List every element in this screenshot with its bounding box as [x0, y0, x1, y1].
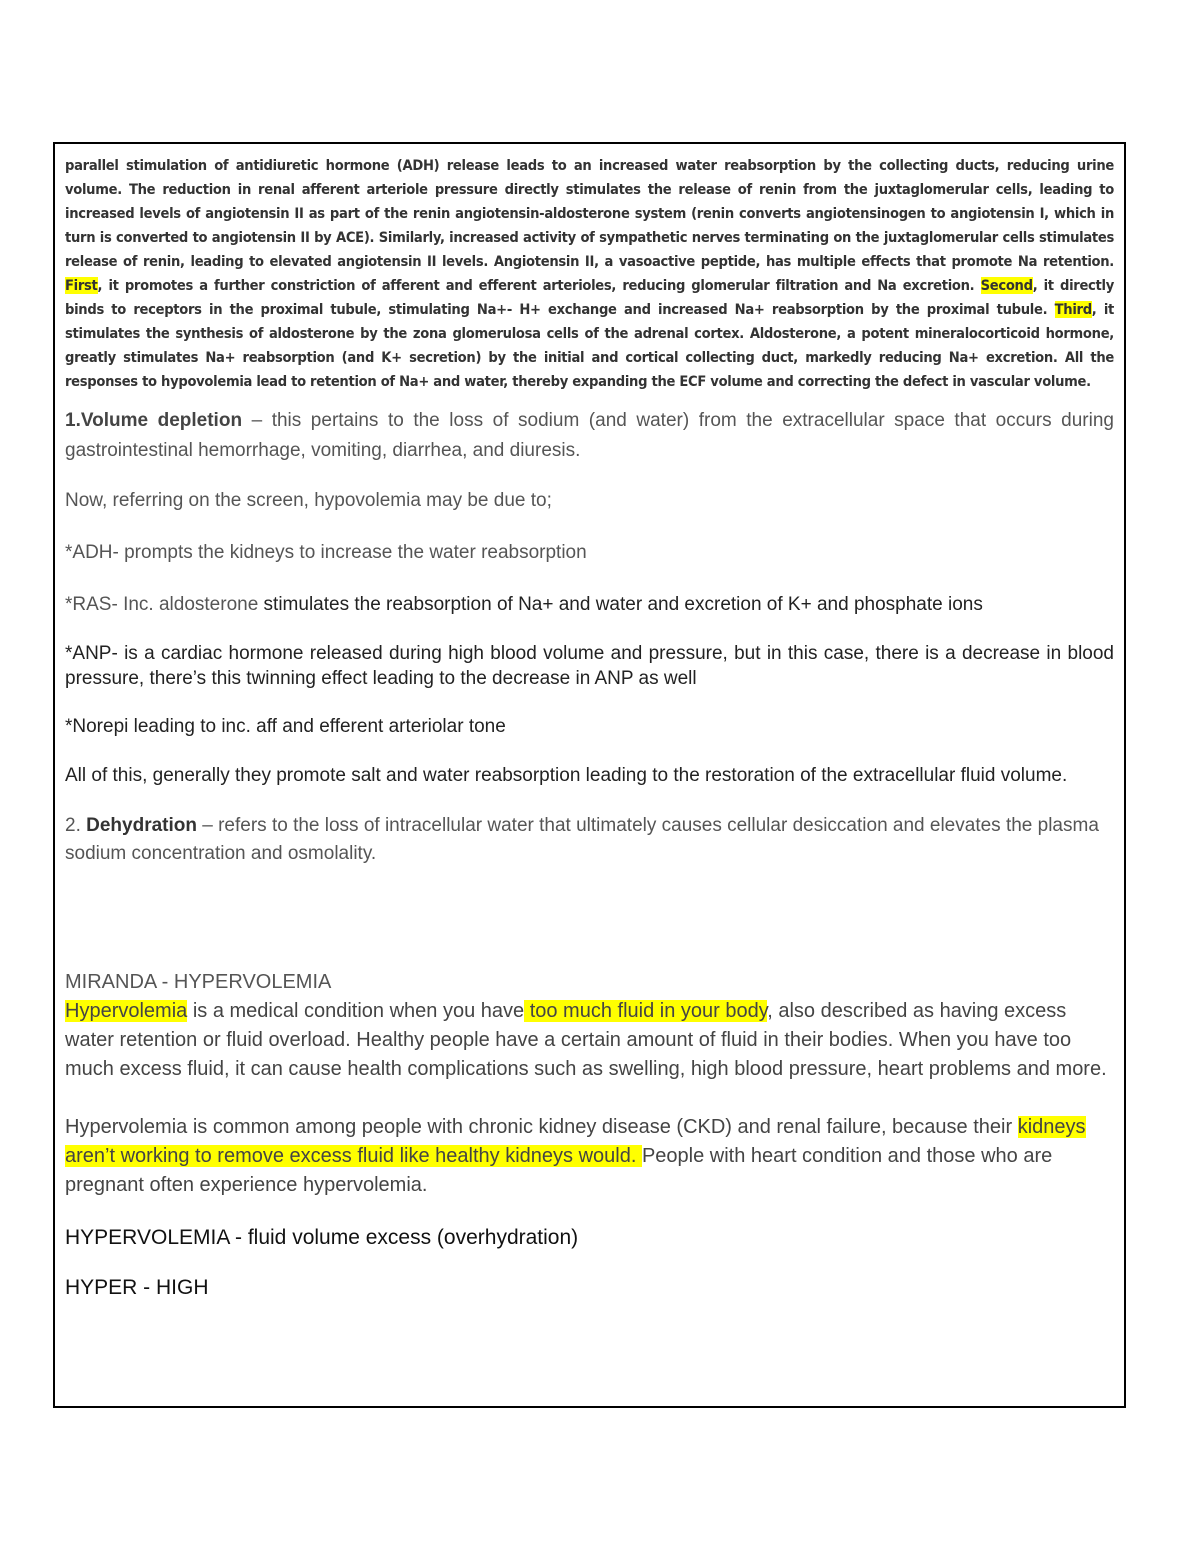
- volume-depletion-title: 1.Volume depletion: [65, 410, 243, 431]
- hypervolemia-text: is a medical condition when you have: [187, 1000, 525, 1022]
- ras-label: *RAS- Inc. aldosterone: [65, 594, 259, 615]
- highlight-too-much-fluid: too much fluid in your body: [524, 1000, 768, 1022]
- norepi-line: *Norepi leading to inc. aff and efferent arteriolar tone: [65, 716, 506, 737]
- paragraph-text: , it promotes a further constriction of afferent and efferent arterioles, reducing glomerular filtration and Na excretion.: [97, 277, 981, 294]
- anp-line: *ANP- is a cardiac hormone released during high blood volume and pressure, but in this case, there is a decrease in blood pressure, there’s this twinning effect leading to the decrease in ANP as well: [65, 643, 1114, 689]
- document-box: [53, 142, 1126, 1408]
- paragraph-text: , it stimulates the synthesis of aldosterone by the zona glomerulosa cells of the adrenal cortex. Aldosterone, a potent mineralocorticoid hormone, greatly stimulates Na+ reabsorption (and K+ secretion) by the initial and cortical collecting duct, markedly reducing Na+ excretion. All the responses to hypovolemia lead to retention of Na+ and water, thereby expanding the ECF volume and correcting the defect in vascular volume.: [65, 301, 1114, 390]
- highlight-kidneys: kidneys aren’t working to remove excess fluid like healthy kidneys would.: [65, 1116, 1086, 1167]
- dehydration-title: Dehydration: [86, 815, 197, 836]
- paragraph-raas: [65, 154, 1114, 394]
- volume-depletion-paragraph: [65, 406, 1114, 466]
- highlight-first: First: [65, 277, 98, 294]
- dehydration-paragraph: [65, 812, 1114, 868]
- dehydration-text: – refers to the loss of intracellular water that ultimately causes cellular desiccation and elevates the plasma sodium concentration and osmolality.: [65, 815, 1099, 864]
- hypervolemia-text: Hypervolemia is common among people with chronic kidney disease (CKD) and renal failure, because their: [65, 1116, 1018, 1138]
- hypervolemia-paragraph-2: [65, 1113, 1114, 1200]
- highlight-hypervolemia: Hypervolemia: [65, 1000, 188, 1022]
- adh-line: *ADH- prompts the kidneys to increase the water reabsorption: [65, 542, 587, 563]
- summary-line: All of this, generally they promote salt and water reabsorption leading to the restoration of the extracellular fluid volume.: [65, 765, 1068, 786]
- paragraph-text: , it directly binds to receptors in the proximal tubule, stimulating Na+- H+ exchange and increased Na+ reabsorption by the proximal tubule.: [65, 277, 1114, 318]
- volume-depletion-text: – this pertains to the loss of sodium (and water) from the extracellular space that occurs during gastrointestinal hemorrhage, vomiting, diarrhea, and diuresis.: [65, 410, 1114, 461]
- hypervolemia-text: People with heart condition and those who are pregnant often experience hypervolemia.: [65, 1145, 1053, 1196]
- dehydration-number: 2.: [65, 815, 87, 836]
- ras-line: [65, 592, 1114, 617]
- hypervolemia-text: , also described as having excess water retention or fluid overload. Healthy people have a certain amount of fluid in their bodies. When you have too much excess fluid, it can cause health complications such as swelling, high blood pressure, heart problems and more.: [65, 1000, 1107, 1080]
- now-line: Now, referring on the screen, hypovolemia may be due to;: [65, 490, 552, 511]
- paragraph-text: parallel stimulation of antidiuretic hormone (ADH) release leads to an increased water reabsorption by the collecting ducts, reducing urine volume. The reduction in renal afferent arteriole pressure directly stimulates the release of renin from the juxtaglomerular cells, leading to increased levels of angiotensin II as part of the renin angiotensin-aldosterone system (renin converts angiotensinogen to angiotensin I, which in turn is converted to angiotensin II by ACE). Similarly, increased activity of sympathetic nerves terminating on the juxtaglomerular cells stimulates release of renin, leading to elevated angiotensin II levels. Angiotensin II, a vasoactive peptide, has multiple effects that promote Na retention.: [65, 157, 1114, 270]
- hypervolemia-paragraph-1: [65, 997, 1114, 1084]
- hypervolemia-heading: MIRANDA - HYPERVOLEMIA: [65, 971, 332, 993]
- highlight-third: Third: [1054, 301, 1092, 318]
- definition-hyper: HYPER - HIGH: [65, 1276, 209, 1299]
- highlight-second: Second: [980, 277, 1033, 294]
- ras-text: stimulates the reabsorption of Na+ and water and excretion of K+ and phosphate ions: [258, 594, 983, 615]
- definition-hypervolemia: HYPERVOLEMIA - fluid volume excess (overhydration): [65, 1226, 579, 1249]
